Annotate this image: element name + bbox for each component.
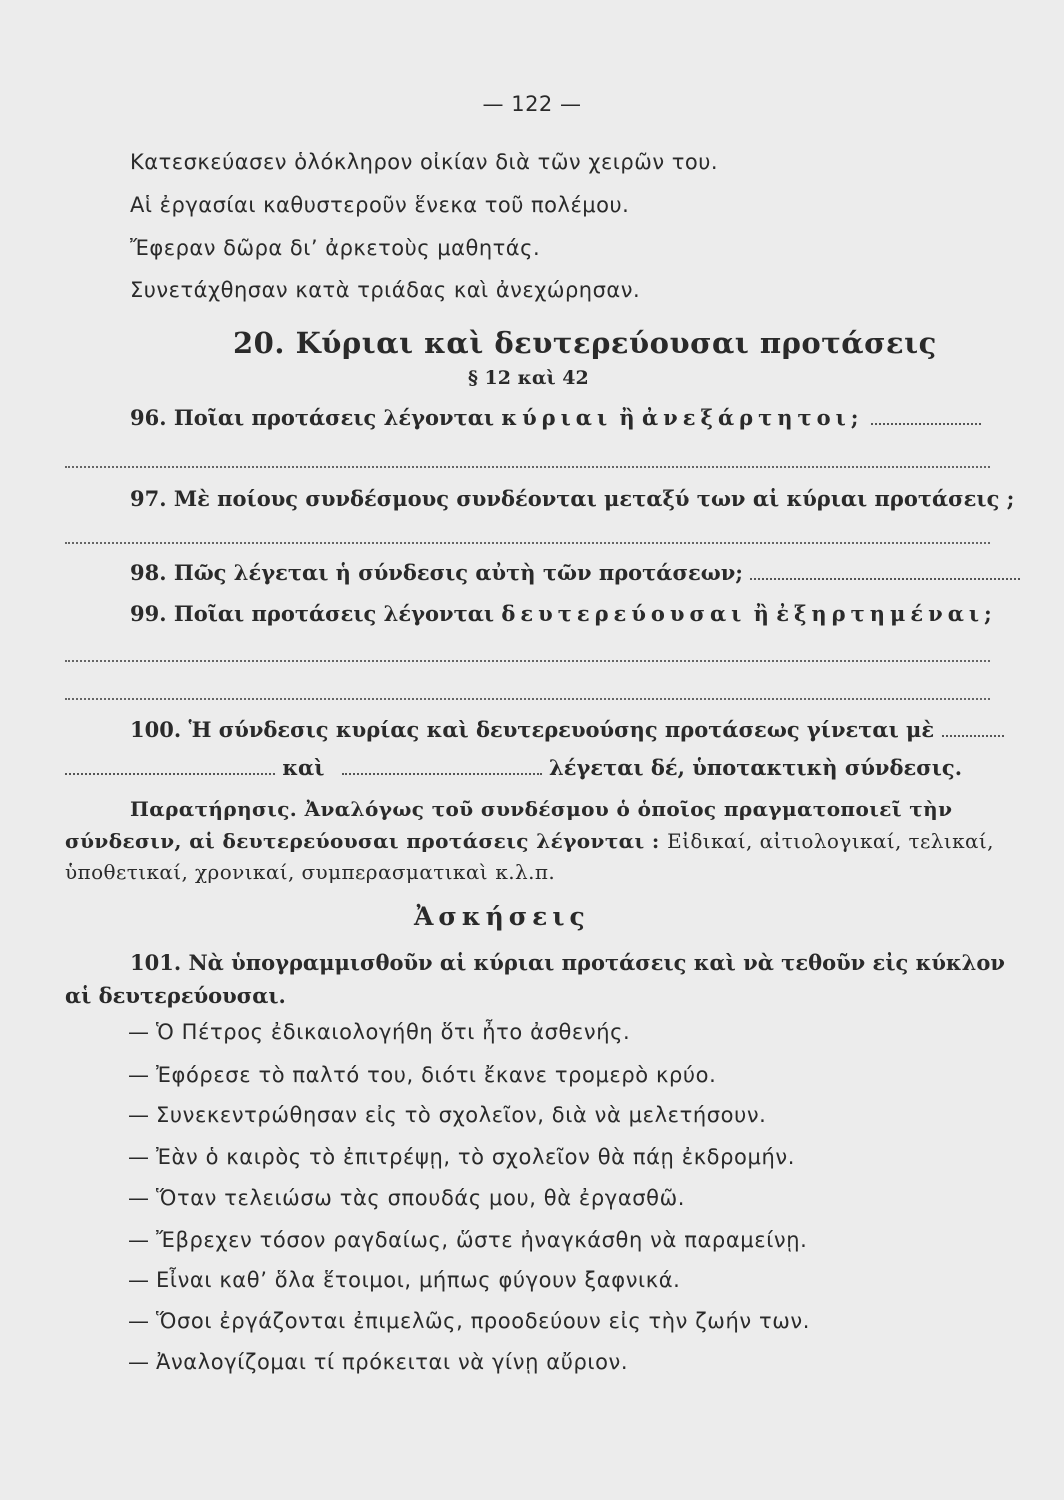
exercise-item [128,1063,716,1087]
question-text: Ἡ σύνδεσις κυρίας καὶ δευτερευούσης προτάσεως γίνεται μὲ [188,717,935,742]
exercise-item [128,1020,630,1044]
dash-mark: — [128,1350,150,1374]
section-title: Κύριαι καὶ δευτερεύουσαι προτάσεις [295,326,937,360]
exercise-item [128,1145,795,1169]
dash-mark: — [128,1020,150,1044]
question-text: καὶ [282,755,325,780]
exercise-text: Ἐὰν ὁ καιρὸς τὸ ἐπιτρέψῃ, τὸ σχολεῖον θὰ πάῃ ἐκδρομήν. [156,1145,795,1169]
question-text-spaced: δευτερεύουσαι [501,601,747,626]
exercise-item [128,1103,766,1127]
question-text: ἢ [619,405,635,430]
exercise-text: Εἶναι καθ’ ὅλα ἕτοιμοι, μήπως φύγουν ξαφνικά. [156,1268,681,1292]
question-text: ἢ [753,601,769,626]
question-96 [130,405,981,430]
question-text: Μὲ ποίους συνδέσμους συνδέονται μεταξύ των αἱ κύριαι προτάσεις ; [173,486,1015,511]
exercise-text: Ὅσοι ἐργάζονται ἐπιμελῶς, προοδεύουν εἰς τὴν ζωήν των. [156,1309,811,1333]
question-98 [130,560,1020,585]
intro-sentence: Συνετάχθησαν κατὰ τριάδας καὶ ἀνεχώρησαν. [130,278,641,302]
question-97 [130,486,1014,511]
exercise-item [128,1186,685,1210]
question-number: 100. [130,717,182,742]
question-99 [130,601,997,626]
exercise-text: Ἀναλογίζομαι τί πρόκειται νὰ γίνῃ αὔριον. [156,1350,629,1374]
intro-sentence: Αἱ ἐργασίαι καθυστεροῦν ἕνεκα τοῦ πολέμου. [130,193,630,217]
exercise-text: Συνεκεντρώθησαν εἰς τὸ σχολεῖον, διὰ νὰ μελετήσουν. [156,1103,767,1127]
question-number: 99. [130,601,167,626]
observation-line [130,797,952,821]
question-text: Νὰ ὑπογραμμισθοῦν αἱ κύριαι προτάσεις καὶ νὰ τεθοῦν εἰς κύκλον [188,950,1005,975]
answer-line[interactable] [65,698,990,700]
exercise-text: Ἐφόρεσε τὸ παλτό του, διότι ἔκανε τρομερὸ κρύο. [156,1063,717,1087]
answer-blank[interactable] [65,772,275,775]
answer-blank[interactable] [342,772,542,775]
section-number: 20. [233,326,285,360]
question-text: Ποῖαι προτάσεις λέγονται [173,405,495,430]
answer-blank[interactable] [750,577,1020,580]
exercise-item [128,1309,810,1333]
observation-text: Εἰδικαί, αἰτιολογικαί, τελικαί, [667,829,994,853]
answer-blank[interactable] [942,734,1004,737]
question-text: Πῶς λέγεται ἡ σύνδεσις αὐτὴ τῶν προτάσεων; [173,560,744,585]
exercise-text: Ἔβρεχεν τόσον ραγδαίως, ὥστε ἠναγκάσθη νὰ παραμείνῃ. [156,1228,808,1252]
exercises-heading: Ἀσκήσεις [414,902,590,931]
exercise-text: Ὁ Πέτρος ἐδικαιολογήθη ὅτι ἦτο ἀσθενής. [156,1020,631,1044]
question-text-spaced: ἀνεξάρτητοι; [642,405,864,430]
observation-text: κ.λ.π. [495,860,556,884]
observation-line [65,829,994,853]
dash-mark: — [128,1268,150,1292]
dash-mark: — [128,1309,150,1333]
exercise-item [128,1268,680,1292]
exercise-item [128,1228,807,1252]
question-number: 96. [130,405,167,430]
observation-text: Ἀναλόγως τοῦ συνδέσμου ὁ ὁποῖος πραγματοποιεῖ τὴν [304,797,953,821]
page-number: — 122 — [482,92,582,116]
dash-mark: — [128,1228,150,1252]
question-number: 98. [130,560,167,585]
question-text: λέγεται δέ, ὑποτακτικὴ σύνδεσις. [549,755,963,780]
intro-sentence: Κατεσκεύασεν ὁλόκληρον οἰκίαν διὰ τῶν χειρῶν του. [130,150,719,174]
intro-sentence: Ἔφεραν δῶρα δι’ ἀρκετοὺς μαθητάς. [130,236,541,260]
exercise-item [128,1350,628,1374]
observation-line [65,860,555,884]
observation-label: Παρατήρησις. [130,797,298,821]
section-heading [233,326,937,360]
observation-text: ὑποθετικαί, χρονικαί, συμπερασματικαὶ [65,860,488,884]
question-100-continued [65,755,962,780]
dash-mark: — [128,1145,150,1169]
answer-line[interactable] [65,542,990,544]
answer-line[interactable] [65,466,990,468]
question-100 [130,717,1004,742]
section-reference: § 12 καὶ 42 [468,367,589,389]
question-text-spaced: κύριαι [501,405,613,430]
exercise-text: Ὅταν τελειώσω τὰς σπουδάς μου, θὰ ἐργασθῶ. [156,1186,686,1210]
question-number: 97. [130,486,167,511]
dash-mark: — [128,1103,150,1127]
dash-mark: — [128,1186,150,1210]
question-101 [130,950,1005,975]
answer-blank[interactable] [871,422,981,425]
question-101-continued: αἱ δευτερεύουσαι. [65,983,286,1008]
answer-line[interactable] [65,660,990,662]
dash-mark: — [128,1063,150,1087]
question-number: 101. [130,950,182,975]
question-text: Ποῖαι προτάσεις λέγονται [173,601,495,626]
question-text-spaced: ἐξηρτημέναι; [776,601,997,626]
observation-text: σύνδεσιν, αἱ δευτερεύουσαι προτάσεις λέγονται : [65,829,660,853]
